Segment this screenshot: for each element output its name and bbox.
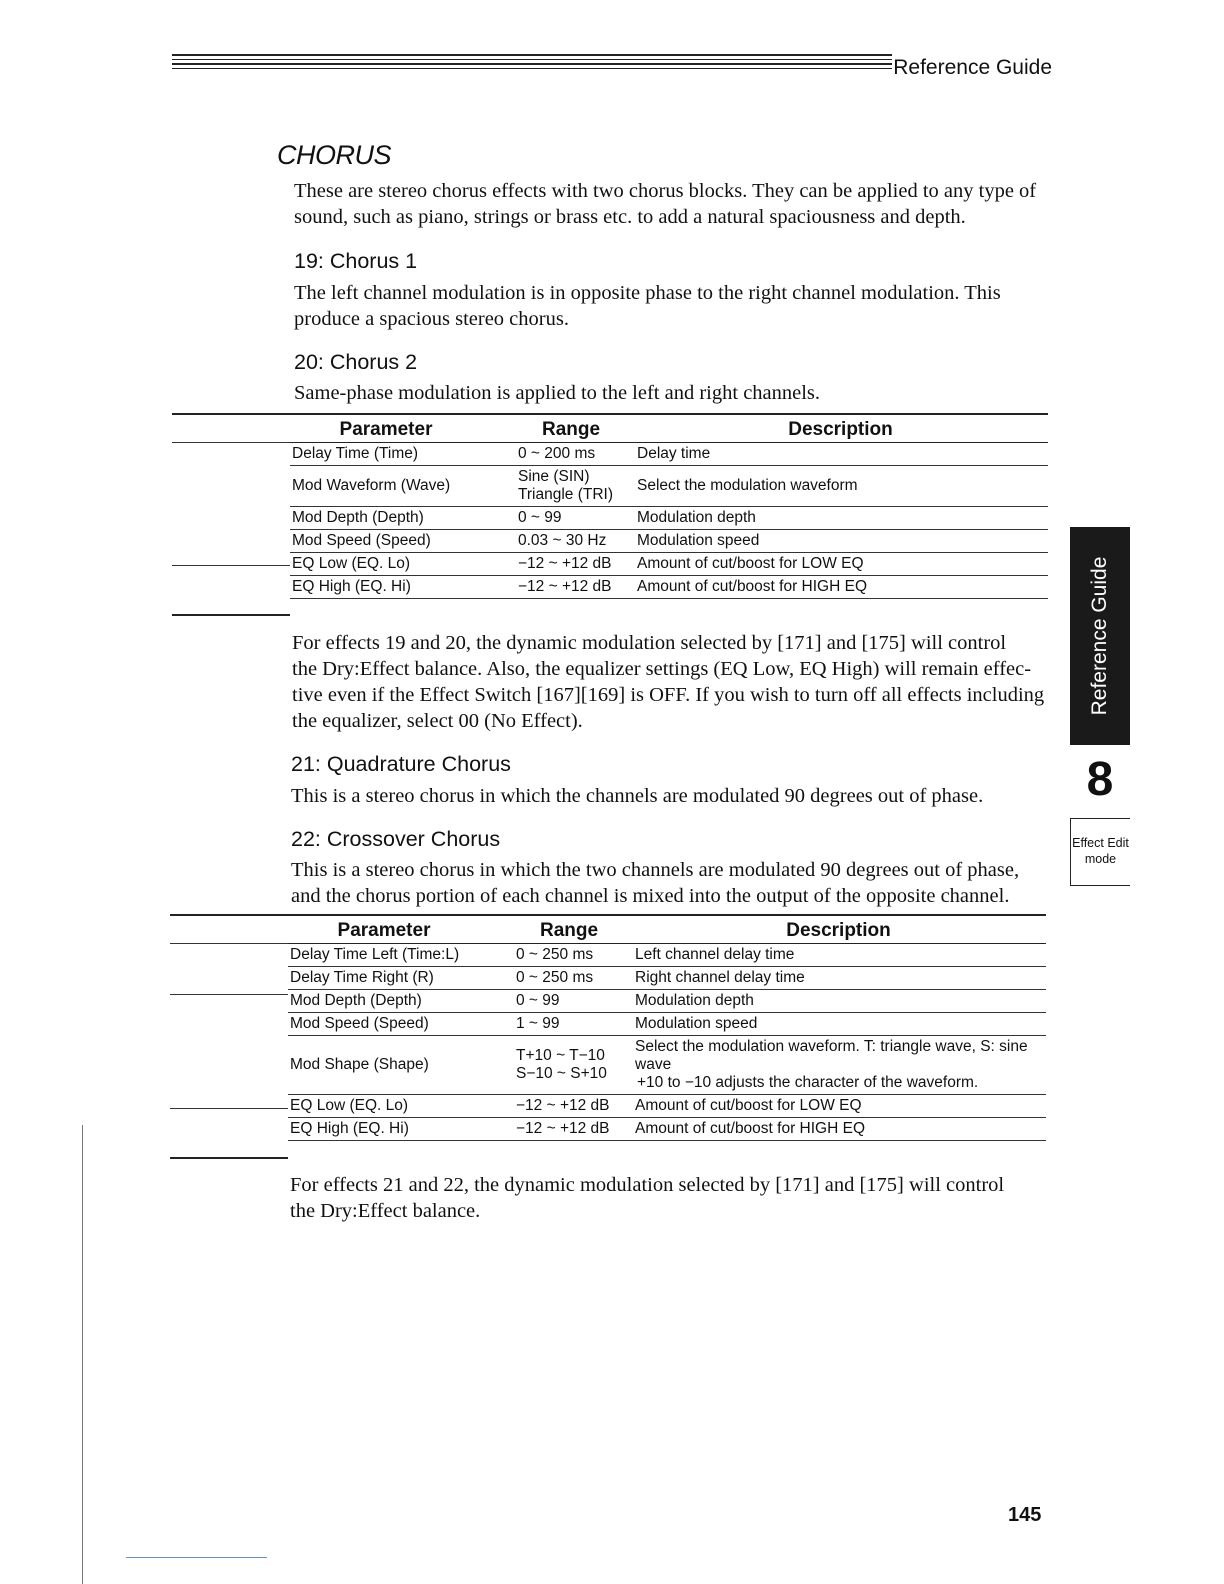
effect-20-title: 20: Chorus 2: [294, 350, 418, 374]
chapter-label-line: Effect Edit: [1072, 836, 1129, 850]
table-row: [290, 466, 1048, 507]
parameter-table-1: [290, 416, 1048, 599]
range-cell: 0.03 ~ 30 Hz: [512, 530, 633, 553]
range-line: T+10 ~ T−10: [516, 1047, 605, 1064]
table-2-group-rule-left-2: [170, 1108, 288, 1109]
param-cell: EQ Low (EQ. Lo): [290, 553, 512, 576]
table-header-row: [288, 917, 1046, 944]
text-line: This is a stereo chorus in which the channels are modulated 90 degrees out of phase.: [291, 785, 984, 807]
table-1-bottom-rule-left: [172, 614, 290, 616]
range-cell: 0 ~ 200 ms: [512, 443, 633, 466]
effect-19-text: [294, 280, 1054, 332]
column-header-description: Description: [633, 416, 1048, 443]
table-row: [288, 944, 1046, 967]
range-cell: [510, 1036, 631, 1095]
text-line: the equalizer, select 00 (No Effect).: [292, 710, 583, 732]
range-cell: 0 ~ 250 ms: [510, 967, 631, 990]
chapter-label: [1070, 818, 1130, 886]
table-row: [288, 990, 1046, 1013]
column-header-parameter: Parameter: [290, 416, 512, 443]
scan-blue-line: [126, 1557, 267, 1558]
range-cell: 1 ~ 99: [510, 1013, 631, 1036]
param-cell: Mod Shape (Shape): [288, 1036, 510, 1095]
table-row: [290, 443, 1048, 466]
table-header-row: [290, 416, 1048, 443]
desc-line: +10 to −10 adjusts the character of the waveform.: [637, 1074, 979, 1091]
desc-cell: Amount of cut/boost for HIGH EQ: [631, 1118, 1046, 1141]
text-line: produce a spacious stereo chorus.: [294, 308, 569, 330]
desc-cell: Modulation depth: [633, 507, 1048, 530]
scan-margin-line: [82, 1125, 83, 1584]
effect-20-text: [294, 380, 1054, 406]
desc-cell: Amount of cut/boost for LOW EQ: [631, 1095, 1046, 1118]
table-row: [290, 507, 1048, 530]
note-2: [290, 1172, 1060, 1224]
chapter-tab: [1070, 527, 1130, 745]
desc-cell: Modulation speed: [633, 530, 1048, 553]
effect-22-title: 22: Crossover Chorus: [291, 827, 501, 851]
desc-cell: Select the modulation waveform: [633, 466, 1048, 507]
column-header-parameter: Parameter: [288, 917, 510, 944]
text-line: the Dry:Effect balance. Also, the equalizer settings (EQ Low, EQ High) will remain effec-: [292, 658, 1032, 680]
effect-21-text: [291, 783, 1061, 809]
param-cell: EQ High (EQ. Hi): [288, 1118, 510, 1141]
note-1: [292, 630, 1062, 734]
range-cell: −12 ~ +12 dB: [512, 553, 633, 576]
table-2-group-rule-left: [170, 994, 288, 995]
param-cell: Mod Speed (Speed): [288, 1013, 510, 1036]
range-line: Sine (SIN): [518, 468, 590, 485]
table-1-group-rule-left: [172, 565, 290, 566]
range-cell: [512, 466, 633, 507]
text-line: Same-phase modulation is applied to the left and right channels.: [294, 382, 821, 404]
param-cell: Mod Waveform (Wave): [290, 466, 512, 507]
range-cell: 0 ~ 99: [510, 990, 631, 1013]
range-cell: −12 ~ +12 dB: [510, 1118, 631, 1141]
range-line: S−10 ~ S+10: [516, 1065, 607, 1082]
param-cell: Delay Time Right (R): [288, 967, 510, 990]
desc-line: wave: [635, 1056, 672, 1073]
range-cell: 0 ~ 99: [512, 507, 633, 530]
table-row: [290, 530, 1048, 553]
range-cell: −12 ~ +12 dB: [510, 1095, 631, 1118]
param-cell: Mod Depth (Depth): [290, 507, 512, 530]
header-title: Reference Guide: [893, 56, 1052, 79]
desc-cell: Right channel delay time: [631, 967, 1046, 990]
table-row: [290, 553, 1048, 576]
text-line: the Dry:Effect balance.: [290, 1200, 481, 1222]
param-cell: Mod Depth (Depth): [288, 990, 510, 1013]
range-cell: −12 ~ +12 dB: [512, 576, 633, 599]
table-row: [288, 967, 1046, 990]
desc-cell: Delay time: [633, 443, 1048, 466]
column-header-range: Range: [510, 917, 631, 944]
column-header-range: Range: [512, 416, 633, 443]
text-line: tive even if the Effect Switch [167][169] is OFF. If you wish to turn off all effects including: [292, 684, 1045, 706]
text-line: These are stereo chorus effects with two chorus blocks. They can be applied to any type of: [294, 180, 1037, 202]
desc-cell: Modulation speed: [631, 1013, 1046, 1036]
desc-cell: Modulation depth: [631, 990, 1046, 1013]
text-line: For effects 21 and 22, the dynamic modulation selected by [171] and [175] will control: [290, 1174, 1005, 1196]
chapter-label-line: mode: [1084, 852, 1117, 866]
range-cell: 0 ~ 250 ms: [510, 944, 631, 967]
table-row: [288, 1013, 1046, 1036]
param-cell: Delay Time (Time): [290, 443, 512, 466]
table-row: [290, 576, 1048, 599]
desc-cell: Left channel delay time: [631, 944, 1046, 967]
text-line: This is a stereo chorus in which the two channels are modulated 90 degrees out of phase,: [291, 859, 1020, 881]
table-row: [288, 1036, 1046, 1095]
section-title: CHORUS: [277, 140, 392, 170]
text-line: The left channel modulation is in opposite phase to the right channel modulation. This: [294, 282, 1001, 304]
effect-21-title: 21: Quadrature Chorus: [291, 752, 511, 776]
table-1-header-rule-left: [172, 442, 290, 443]
text-line: sound, such as piano, strings or brass etc. to add a natural spaciousness and depth.: [294, 206, 966, 228]
table-row: [288, 1095, 1046, 1118]
range-line: Triangle (TRI): [518, 486, 614, 503]
desc-line: Select the modulation waveform. T: triangle wave, S: sine: [635, 1038, 1028, 1055]
param-cell: Mod Speed (Speed): [290, 530, 512, 553]
param-cell: Delay Time Left (Time:L): [288, 944, 510, 967]
column-header-description: Description: [631, 917, 1046, 944]
effect-19-title: 19: Chorus 1: [294, 249, 418, 273]
desc-cell: Amount of cut/boost for LOW EQ: [633, 553, 1048, 576]
table-row: [288, 1118, 1046, 1141]
table-2-header-rule-left: [170, 943, 288, 944]
desc-cell: Amount of cut/boost for HIGH EQ: [633, 576, 1048, 599]
table-1-top-rule: [172, 413, 1048, 415]
chapter-number: 8: [1086, 753, 1114, 806]
table-2-bottom-rule-left: [170, 1157, 288, 1159]
param-cell: EQ High (EQ. Hi): [290, 576, 512, 599]
chapter-tab-label: Reference Guide: [1088, 556, 1111, 716]
page-number: 145: [1008, 1504, 1042, 1526]
parameter-table-2: [288, 917, 1046, 1141]
desc-cell: [631, 1036, 1046, 1095]
text-line: and the chorus portion of each channel is mixed into the output of the opposite channel.: [291, 885, 1010, 907]
effect-22-text: [291, 857, 1061, 909]
table-2-top-rule: [170, 914, 1046, 916]
param-cell: EQ Low (EQ. Lo): [288, 1095, 510, 1118]
section-intro: [294, 178, 1054, 230]
header-rule: [172, 54, 892, 72]
text-line: For effects 19 and 20, the dynamic modulation selected by [171] and [175] will control: [292, 632, 1007, 654]
